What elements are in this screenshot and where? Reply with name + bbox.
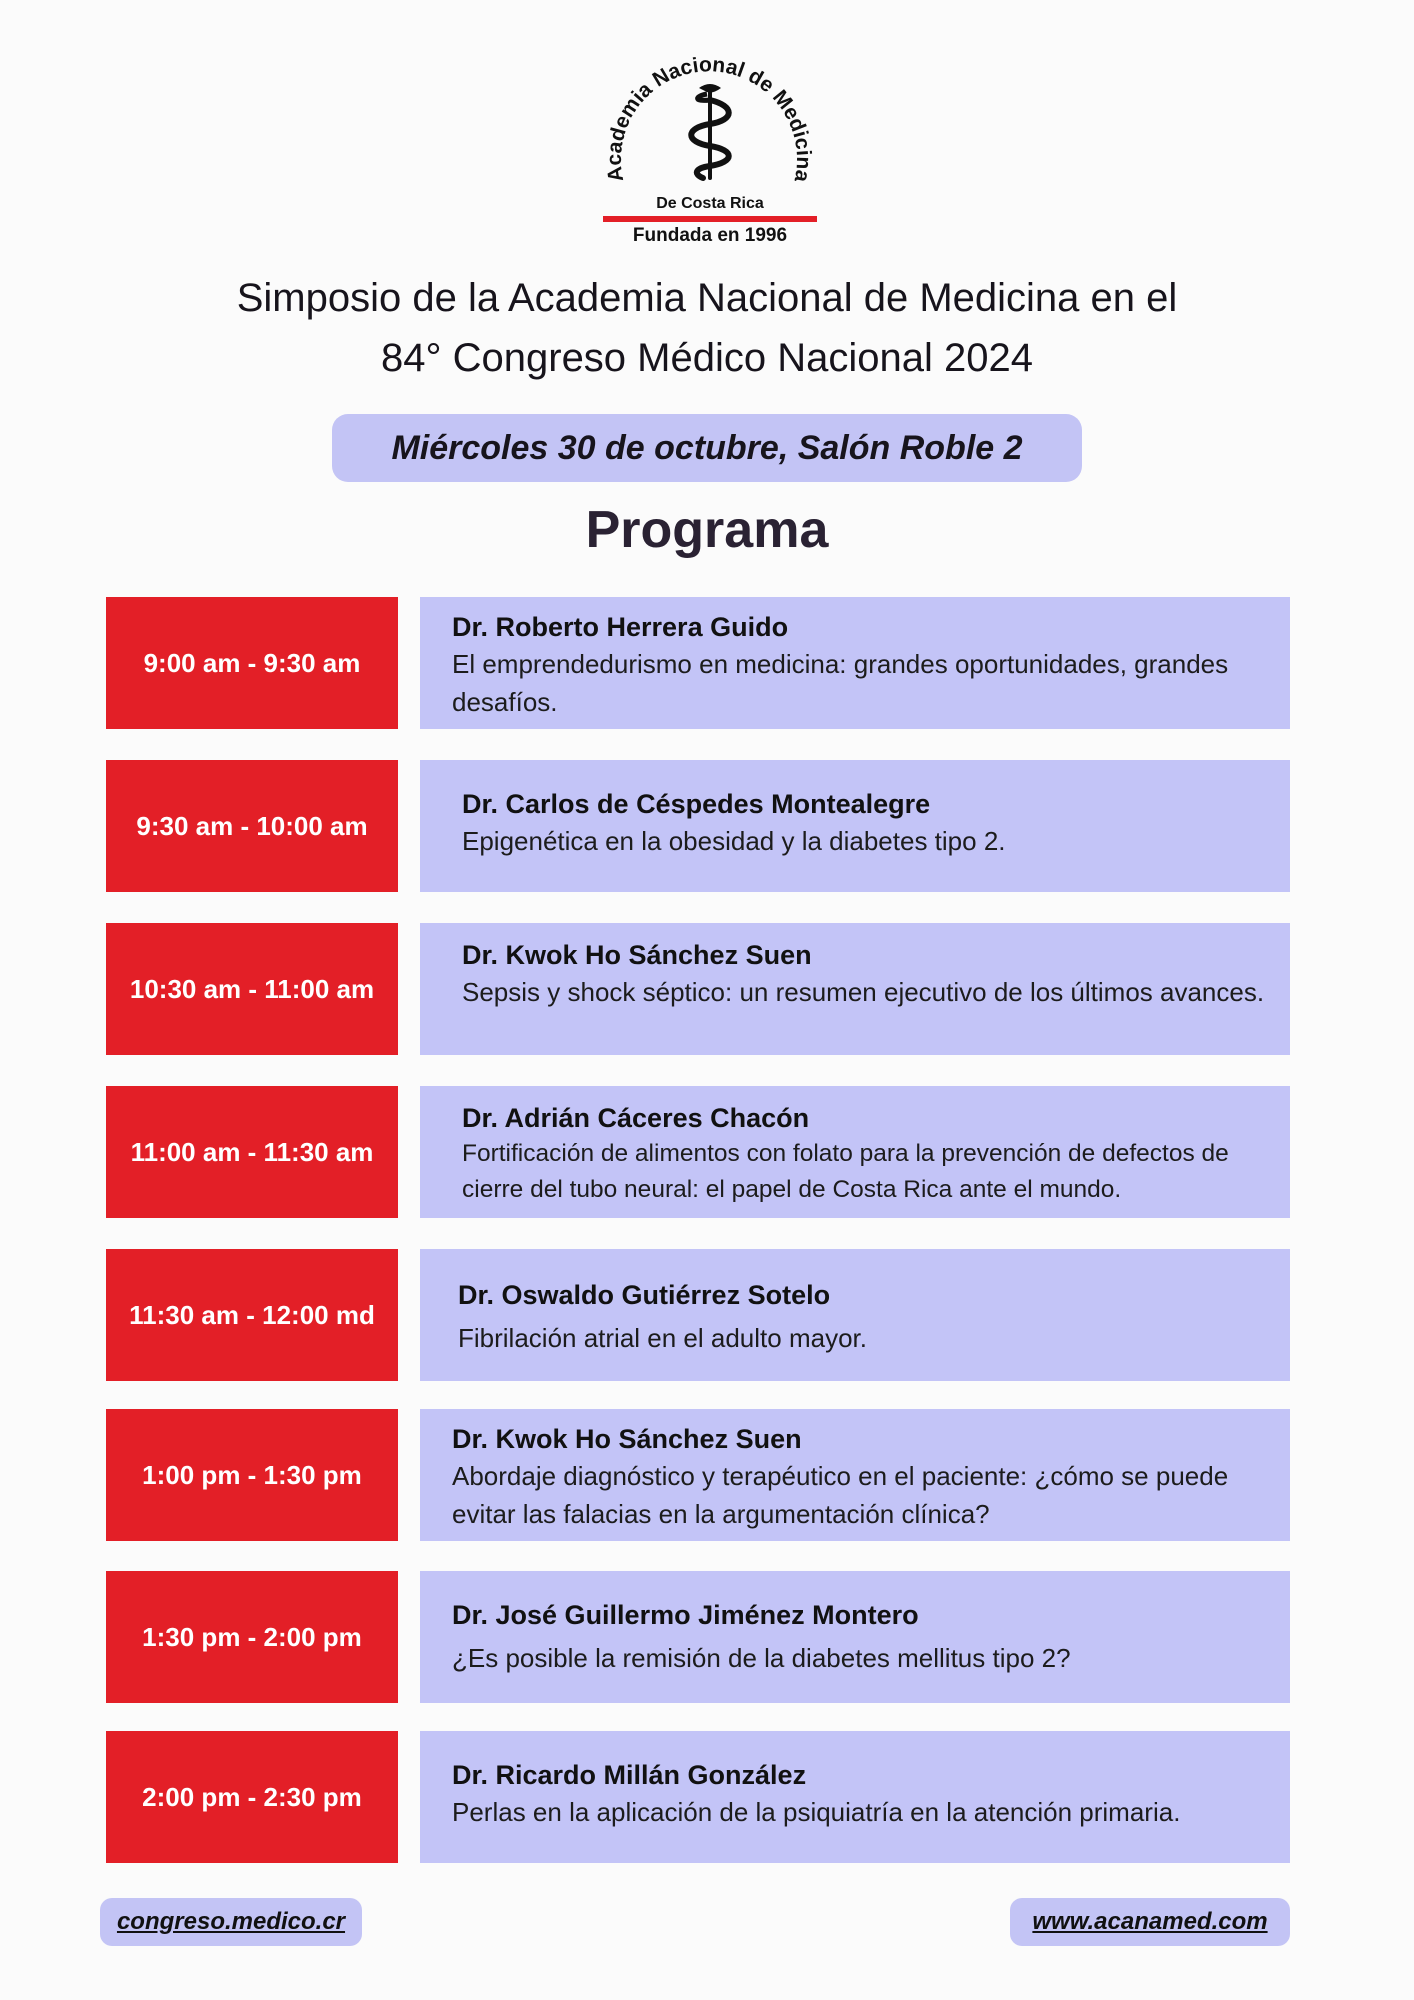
acanamed-link[interactable] [1010,1898,1290,1946]
logo-founded: Fundada en 1996 [632,225,788,246]
time-slot: 9:30 am - 10:00 am [106,760,398,892]
title-line-2: 84° Congreso Médico Nacional 2024 [381,336,1033,380]
time-slot: 11:00 am - 11:30 am [106,1086,398,1218]
logo-country: De Costa Rica [656,195,764,212]
talk-card [420,597,1290,729]
talk-topic: Fortificación de alimentos con folato para la prevención de defectos de cierre del tubo neural: el papel de Costa Rica ante el mundo. [462,1140,1229,1203]
time-slot: 1:30 pm - 2:00 pm [106,1571,398,1703]
time-slot: 10:30 am - 11:00 am [106,923,398,1055]
schedule-row [0,1731,1414,1865]
talk-card [420,1249,1290,1381]
speaker-name: Dr. Adrián Cáceres Chacón [462,1103,810,1133]
time-slot: 2:00 pm - 2:30 pm [106,1731,398,1863]
schedule-row [0,1249,1414,1383]
schedule-row [0,923,1414,1057]
logo-graphic [595,28,825,248]
speaker-name: Dr. José Guillermo Jiménez Montero [452,1600,919,1630]
time-slot: 11:30 am - 12:00 md [106,1249,398,1381]
talk-topic: Abordaje diagnóstico y terapéutico en el paciente: ¿cómo se puede evitar las falacias en la argumentación clínica? [452,1461,1229,1529]
schedule-row [0,1086,1414,1220]
schedule-row [0,1571,1414,1705]
talk-topic: Fibrilación atrial en el adulto mayor. [458,1323,867,1353]
talk-topic: El emprendedurismo en medicina: grandes oportunidades, grandes desafíos. [452,649,1229,717]
page-title [0,268,1414,388]
speaker-name: Dr. Ricardo Millán González [452,1760,807,1790]
schedule-row [0,1409,1414,1543]
talk-card [420,923,1290,1055]
academy-logo [595,28,825,248]
talk-card [420,1086,1290,1218]
talk-card [420,760,1290,892]
date-venue-badge [332,414,1082,482]
talk-topic: ¿Es posible la remisión de la diabetes mellitus tipo 2? [452,1643,1071,1673]
time-slot: 1:00 pm - 1:30 pm [106,1409,398,1541]
speaker-name: Dr. Oswaldo Gutiérrez Sotelo [458,1280,831,1310]
talk-topic: Perlas en la aplicación de la psiquiatría en la atención primaria. [452,1797,1181,1827]
rod-of-asclepius-icon [691,84,729,178]
schedule-row [0,760,1414,894]
congreso-link[interactable] [100,1898,362,1946]
schedule-row [0,597,1414,731]
date-venue-text: Miércoles 30 de octubre, Salón Roble 2 [391,428,1023,467]
talk-topic: Epigenética en la obesidad y la diabetes tipo 2. [462,826,1006,856]
title-line-1: Simposio de la Academia Nacional de Medicina en el [236,276,1178,320]
time-slot: 9:00 am - 9:30 am [106,597,398,729]
logo-red-divider [603,216,817,222]
acanamed-link-text[interactable]: www.acanamed.com [1032,1908,1268,1935]
talk-topic: Sepsis y shock séptico: un resumen ejecutivo de los últimos avances. [462,977,1265,1007]
congreso-link-text[interactable]: congreso.medico.cr [116,1908,346,1935]
section-title: Programa [585,501,829,559]
talk-card [420,1571,1290,1703]
speaker-name: Dr. Kwok Ho Sánchez Suen [452,1424,802,1454]
speaker-name: Dr. Roberto Herrera Guido [452,612,789,642]
speaker-name: Dr. Kwok Ho Sánchez Suen [462,940,812,970]
talk-card [420,1409,1290,1541]
logo-arc-text: Academia Nacional de Medicina [602,53,816,184]
speaker-name: Dr. Carlos de Céspedes Montealegre [462,789,931,819]
talk-card [420,1731,1290,1863]
